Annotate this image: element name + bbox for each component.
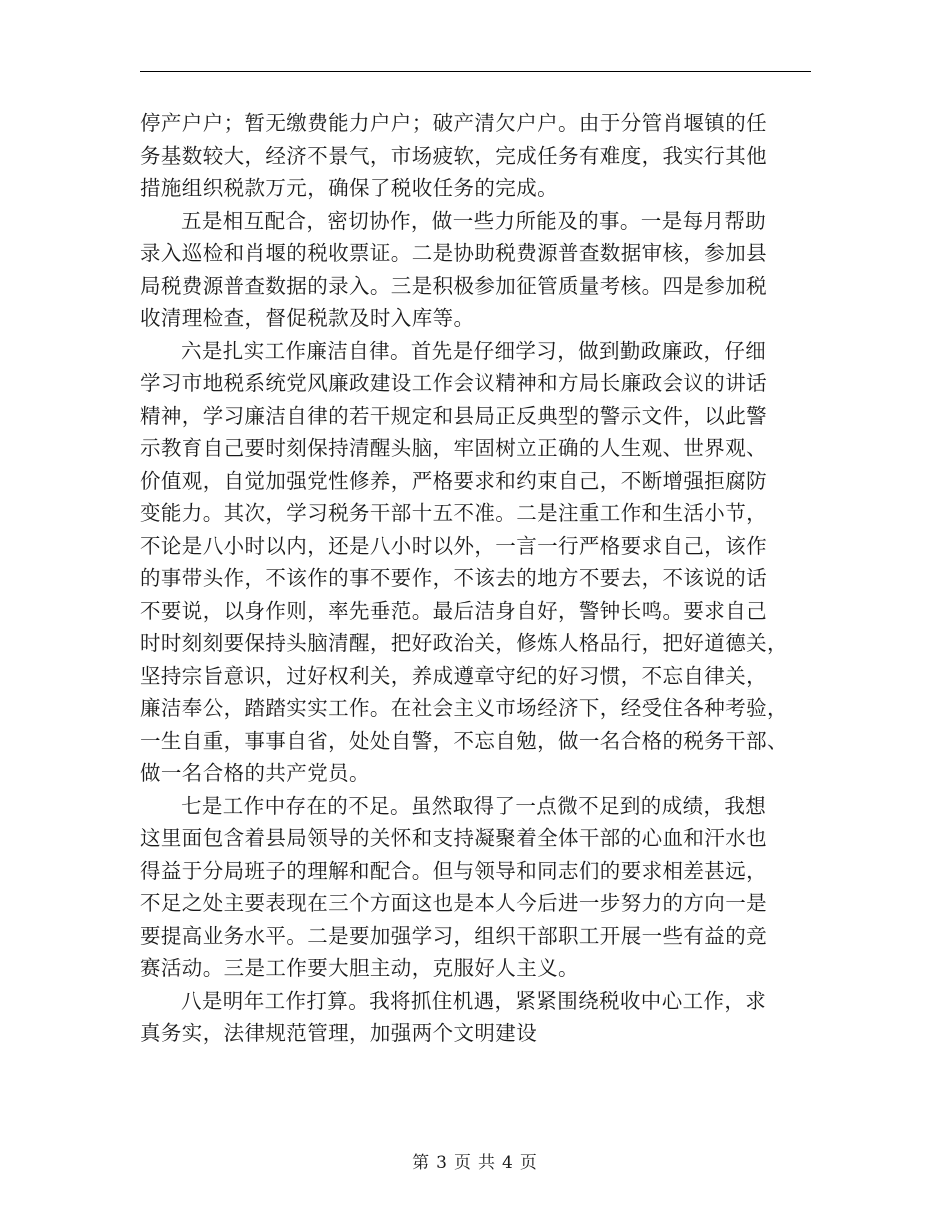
footer-total-pages: 4 xyxy=(502,1153,514,1173)
text-line: 八是明年工作打算。我将抓住机遇，紧紧围绕税收中心工作，求 xyxy=(181,988,767,1013)
text-line: 一生自重，事事自省，处处自警，不忘自勉，做一名合格的税务干部、 xyxy=(140,728,788,753)
footer-current-page: 3 xyxy=(436,1153,448,1173)
footer-page-word: 页 xyxy=(454,1153,472,1173)
page-footer xyxy=(0,1148,950,1173)
text-line: 六是扎实工作廉洁自律。首先是仔细学习，做到勤政廉政，仔细 xyxy=(181,338,767,363)
text-line: 局税费源普查数据的录入。三是积极参加征管质量考核。四是参加税 xyxy=(140,273,767,298)
text-line: 时时刻刻要保持头脑清醒，把好政治关，修炼人格品行，把好道德关， xyxy=(140,631,788,655)
text-line: 廉洁奉公，踏踏实实工作。在社会主义市场经济下，经受住各种考验， xyxy=(140,696,788,720)
text-line: 变能力。其次，学习税务干部十五不准。二是注重工作和生活小节， xyxy=(140,501,767,525)
text-line: 不足之处主要表现在三个方面这也是本人今后进一步努力的方向一是 xyxy=(140,891,767,915)
footer-total-word: 共 xyxy=(478,1153,496,1173)
text-line: 的事带头作，不该作的事不要作，不该去的地方不要去，不该说的话 xyxy=(140,566,767,590)
text-line: 措施组织税款万元，确保了税收任务的完成。 xyxy=(140,176,558,200)
text-line: 录入巡检和肖堰的税收票证。二是协助税费源普查数据审核，参加县 xyxy=(140,241,767,265)
text-line: 真务实，法律规范管理，加强两个文明建设 xyxy=(140,1021,538,1045)
text-line: 坚持宗旨意识，过好权利关，养成遵章守纪的好习惯，不忘自律关， xyxy=(140,663,767,688)
footer-prefix: 第 xyxy=(412,1153,431,1173)
text-line: 收清理检查，督促税款及时入库等。 xyxy=(140,306,475,330)
document-body xyxy=(140,107,812,1050)
text-line: 七是工作中存在的不足。虽然取得了一点微不足到的成绩，我想 xyxy=(181,793,767,818)
footer-suffix: 页 xyxy=(519,1153,538,1173)
text-line: 精神，学习廉洁自律的若干规定和县局正反典型的警示文件，以此警 xyxy=(140,403,767,428)
text-line: 停产户户；暂无缴费能力户户；破产清欠户户。由于分管肖堰镇的任 xyxy=(140,111,767,135)
text-line: 不论是八小时以内，还是八小时以外，一言一行严格要求自己，该作 xyxy=(140,533,767,558)
text-line: 学习市地税系统党风廉政建设工作会议精神和方局长廉政会议的讲话 xyxy=(140,371,767,395)
text-line: 这里面包含着县局领导的关怀和支持凝聚着全体干部的心血和汗水也 xyxy=(140,826,767,850)
text-line: 价值观，自觉加强党性修养，严格要求和约束自己，不断增强拒腐防 xyxy=(140,468,767,493)
text-line: 务基数较大，经济不景气，市场疲软，完成任务有难度，我实行其他 xyxy=(140,143,767,168)
text-line: 示教育自己要时刻保持清醒头脑，牢固树立正确的人生观、世界观、 xyxy=(140,436,767,460)
text-line: 做一名合格的共产党员。 xyxy=(140,761,370,785)
text-line: 赛活动。三是工作要大胆主动，克服好人主义。 xyxy=(140,956,579,980)
text-line: 得益于分局班子的理解和配合。但与领导和同志们的要求相差甚远， xyxy=(140,858,767,883)
text-line: 不要说，以身作则，率先垂范。最后洁身自好，警钟长鸣。要求自己 xyxy=(140,598,767,623)
text-line: 五是相互配合，密切协作，做一些力所能及的事。一是每月帮助 xyxy=(181,208,767,233)
header-rule xyxy=(140,71,811,72)
text-line: 要提高业务水平。二是要加强学习，组织干部职工开展一些有益的竞 xyxy=(140,923,767,948)
